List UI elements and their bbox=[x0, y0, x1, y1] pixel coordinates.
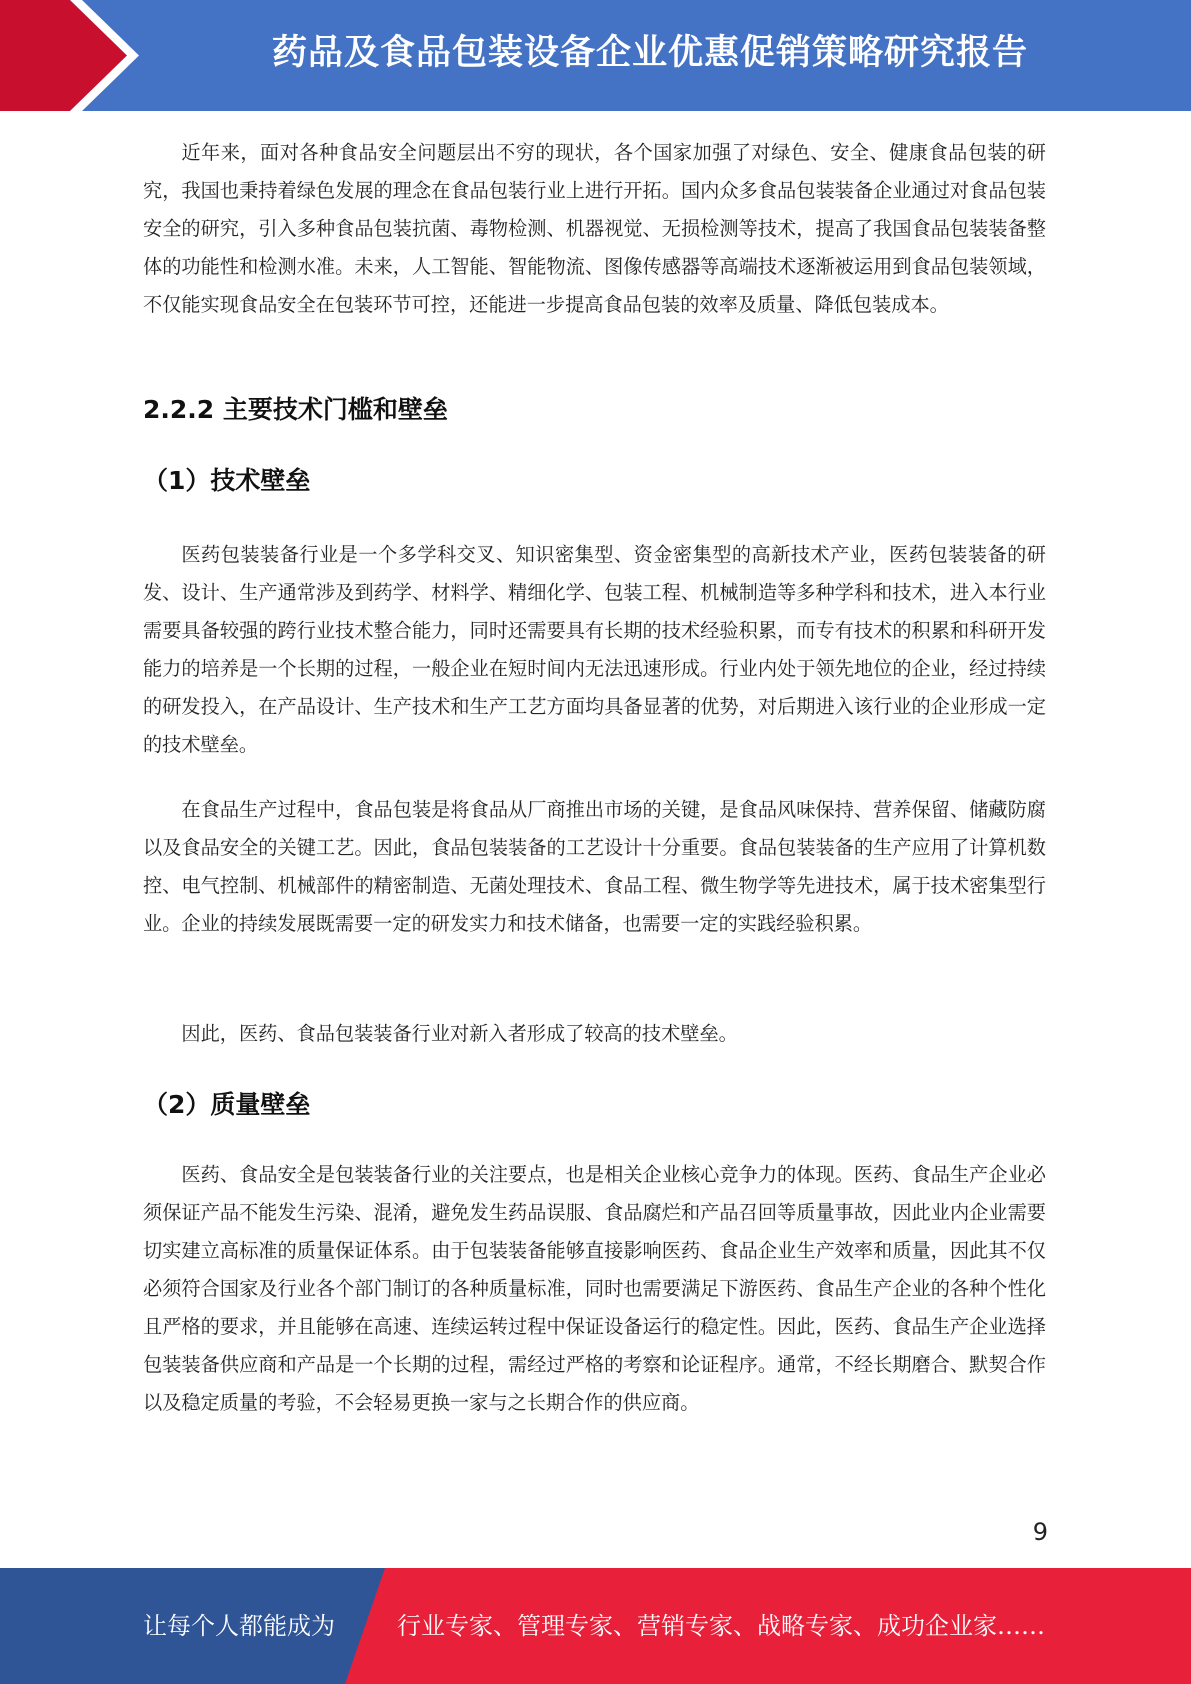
tech-barrier-para-1: 医药包装装备行业是一个多学科交叉、知识密集型、资金密集型的高新技术产业，医药包装装备的研发、设计、生产通常涉及到药学、材料学、精细化学、包装工程、机械制造等多种学科和技术，进入本行业需要具备较强的跨行业技术整合能力，同时还需要具有长期的技术经验积累，而专有技术的积累和科研开发能力的培养是一个长期的过程，一般企业在短时间内无法迅速形成。行业内处于领先地位的企业，经过持续的研发投入，在产品设计、生产技术和生产工艺方面均具备显著的优势，对后期进入该行业的企业形成一定的技术壁垒。 bbox=[143, 543, 1046, 756]
footer-slogan-left: 让每个人都能成为 bbox=[143, 1612, 335, 1640]
tech-barrier-para-3-wrap bbox=[143, 1015, 1046, 1053]
subsection-heading-quality-barrier: （2）质量壁垒 bbox=[143, 1090, 311, 1119]
header-band bbox=[0, 0, 1191, 111]
quality-barrier-para-1-wrap bbox=[143, 1156, 1046, 1422]
document-title: 药品及食品包装设备企业优惠促销策略研究报告 bbox=[271, 33, 1028, 73]
tech-barrier-para-3: 因此，医药、食品包装装备行业对新入者形成了较高的技术壁垒。 bbox=[181, 1022, 738, 1045]
intro-paragraph: 近年来，面对各种食品安全问题层出不穷的现状，各个国家加强了对绿色、安全、健康食品包装的研究，我国也秉持着绿色发展的理念在食品包装行业上进行开拓。国内众多食品包装装备企业通过对食品包装安全的研究，引入多种食品包装抗菌、毒物检测、机器视觉、无损检测等技术，提高了我国食品包装装备整体的功能性和检测水准。未来，人工智能、智能物流、图像传感器等高端技术逐渐被运用到食品包装领域，不仅能实现食品安全在包装环节可控，还能进一步提高食品包装的效率及质量、降低包装成本。 bbox=[143, 141, 1046, 316]
tech-barrier-para-2: 在食品生产过程中，食品包装是将食品从厂商推出市场的关键，是食品风味保持、营养保留、储藏防腐以及食品安全的关键工艺。因此，食品包装装备的工艺设计十分重要。食品包装装备的生产应用了计算机数控、电气控制、机械部件的精密制造、无菌处理技术、食品工程、微生物学等先进技术，属于技术密集型行业。企业的持续发展既需要一定的研发实力和技术储备，也需要一定的实践经验积累。 bbox=[143, 798, 1046, 935]
section-heading: 2.2.2 主要技术门槛和壁垒 bbox=[143, 395, 448, 424]
footer-slogan-right: 行业专家、管理专家、营销专家、战略专家、成功企业家…… bbox=[397, 1612, 1045, 1640]
footer-band bbox=[0, 1568, 1191, 1684]
tech-barrier-para-2-wrap bbox=[143, 791, 1046, 943]
header-arrow-icon bbox=[0, 0, 160, 111]
page-number: 9 bbox=[1032, 1518, 1048, 1546]
tech-barrier-para-1-wrap bbox=[143, 536, 1046, 764]
subsection-heading-tech-barrier: （1）技术壁垒 bbox=[143, 466, 311, 495]
quality-barrier-para-1: 医药、食品安全是包装装备行业的关注要点，也是相关企业核心竞争力的体现。医药、食品生产企业必须保证产品不能发生污染、混淆，避免发生药品误服、食品腐烂和产品召回等质量事故，因此业内企业需要切实建立高标准的质量保证体系。由于包装装备能够直接影响医药、食品企业生产效率和质量，因此其不仅必须符合国家及行业各个部门制订的各种质量标准，同时也需要满足下游医药、食品生产企业的各种个性化且严格的要求，并且能够在高速、连续运转过程中保证设备运行的稳定性。因此，医药、食品生产企业选择包装装备供应商和产品是一个长期的过程，需经过严格的考察和论证程序。通常，不经长期磨合、默契合作以及稳定质量的考验，不会轻易更换一家与之长期合作的供应商。 bbox=[143, 1163, 1046, 1414]
intro-section bbox=[143, 134, 1046, 324]
